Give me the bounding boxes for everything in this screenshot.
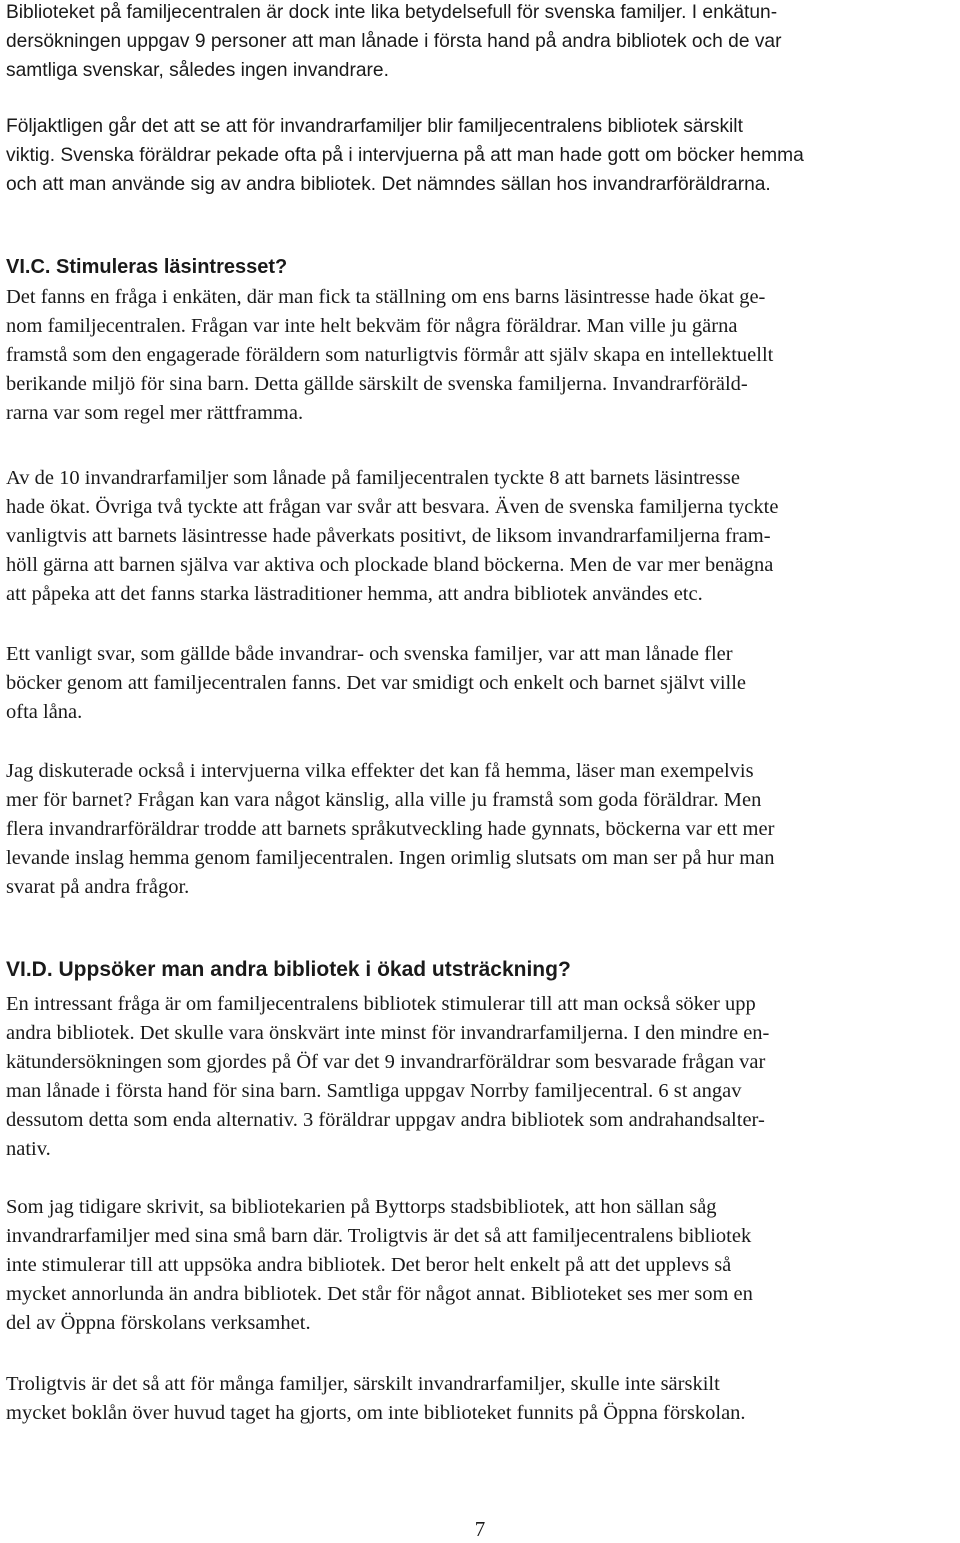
text-line: svarat på andra frågor. xyxy=(6,876,190,898)
text-line: kätundersökningen som gjordes på Öf var det 9 invandrarföräldrar som besvarade frågan var xyxy=(6,1051,766,1073)
heading-text: VI.D. Uppsöker man andra bibliotek i ökad utsträckning? xyxy=(6,958,571,981)
paragraph-common-answer xyxy=(6,640,958,727)
text-line: Troligtvis är det så att för många familjer, särskilt invandrarfamiljer, skulle inte särskilt xyxy=(6,1373,720,1395)
text-line: Jag diskuterade också i intervjuerna vilka effekter det kan få hemma, läser man exempelvis xyxy=(6,760,754,782)
text-line: att påpeka att det fanns starka lästraditioner hemma, att andra bibliotek användes etc. xyxy=(6,583,703,605)
text-line: inte stimulerar till att uppsöka andra bibliotek. Det beror helt enkelt på att det upplevs så xyxy=(6,1254,732,1276)
paragraph-conclusion xyxy=(6,112,958,199)
text-line: flera invandrarföräldrar trodde att barnets språkutveckling hade gynnats, böckerna var ett mer xyxy=(6,818,775,840)
text-line: Följaktligen går det att se att för invandrarfamiljer blir familjecentralens bibliotek särskilt xyxy=(6,116,743,137)
text-line: En intressant fråga är om familjecentralens bibliotek stimulerar till att man också söker upp xyxy=(6,993,756,1015)
text-line: mycket boklån över huvud taget ha gjorts, om inte biblioteket funnits på Öppna förskolan. xyxy=(6,1402,746,1424)
text-line: och att man använde sig av andra bibliotek. Det nämndes sällan hos invandrarföräldrarna. xyxy=(6,174,771,195)
paragraph-librarian xyxy=(6,1193,958,1338)
paragraph-survey-question xyxy=(6,283,958,428)
paragraph-library-importance xyxy=(6,0,958,85)
text-line: böcker genom att familjecentralen fanns. Det var smidigt och enkelt och barnet självt ville xyxy=(6,672,747,694)
text-line: mycket annorlunda än andra bibliotek. Det står för något annat. Biblioteket ses mer som en xyxy=(6,1283,753,1305)
text-line: hade ökat. Övriga två tyckte att frågan var svår att besvara. Även de svenska familjerna tyckte xyxy=(6,496,779,518)
paragraph-immigrant-families xyxy=(6,464,958,609)
text-line: ofta låna. xyxy=(6,701,83,723)
section-heading-vi-d xyxy=(6,955,958,984)
text-line: framstå som den engagerade föräldern som naturligtvis förmår att själv skapa en intellektuellt xyxy=(6,344,774,366)
text-line: höll gärna att barnen själva var aktiva och plockade bland böckerna. Men de var mer benägna xyxy=(6,554,774,576)
text-line: vanligtvis att barnets läsintresse hade påverkats positivt, de liksom invandrarfamiljerna fram- xyxy=(6,525,771,547)
text-line: viktig. Svenska föräldrar pekade ofta på i intervjuerna på att man hade gott om böcker hemma xyxy=(6,145,804,166)
text-line: dessutom detta som enda alternativ. 3 föräldrar uppgav andra bibliotek som andrahandsalter- xyxy=(6,1109,765,1131)
text-line: berikande miljö för sina barn. Detta gällde särskilt de svenska familjerna. Invandrarföräld- xyxy=(6,373,748,395)
paragraph-other-libraries xyxy=(6,990,958,1164)
page-number: 7 xyxy=(474,1517,486,1541)
paragraph-interviews xyxy=(6,757,958,902)
heading-text: VI.C. Stimuleras läsintresset? xyxy=(6,256,288,278)
paragraph-final xyxy=(6,1370,958,1428)
text-line: levande inslag hemma genom familjecentralen. Ingen orimlig slutsats om man ser på hur man xyxy=(6,847,775,869)
text-line: del av Öppna förskolans verksamhet. xyxy=(6,1312,311,1334)
text-line: rarna var som regel mer rättframma. xyxy=(6,402,304,424)
text-line: dersökningen uppgav 9 personer att man lånade i första hand på andra bibliotek och de var xyxy=(6,31,782,52)
text-line: man lånade i första hand för sina barn. Samtliga uppgav Norrby familjecentral. 6 st angav xyxy=(6,1080,742,1102)
text-line: andra bibliotek. Det skulle vara önskvärt inte minst för invandrarfamiljerna. I den mindre en- xyxy=(6,1022,770,1044)
text-line: Det fanns en fråga i enkäten, där man fick ta ställning om ens barns läsintresse hade ökat ge- xyxy=(6,286,766,308)
text-line: nom familjecentralen. Frågan var inte helt bekväm för några föräldrar. Man ville ju gärna xyxy=(6,315,738,337)
text-line: mer för barnet? Frågan kan vara något känslig, alla ville ju framstå som goda föräldrar. Men xyxy=(6,789,762,811)
text-line: invandrarfamiljer med sina små barn där. Troligtvis är det så att familjecentralens bibliotek xyxy=(6,1225,752,1247)
text-line: nativ. xyxy=(6,1138,51,1160)
text-line: Av de 10 invandrarfamiljer som lånade på familjecentralen tyckte 8 att barnets läsintresse xyxy=(6,467,740,489)
text-line: Som jag tidigare skrivit, sa bibliotekarien på Byttorps stadsbibliotek, att hon sällan såg xyxy=(6,1196,717,1218)
text-line: Biblioteket på familjecentralen är dock inte lika betydelsefull för svenska familjer. I enkätun- xyxy=(6,2,778,23)
text-line: samtliga svenskar, således ingen invandrare. xyxy=(6,60,389,81)
text-line: Ett vanligt svar, som gällde både invandrar- och svenska familjer, var att man lånade fler xyxy=(6,643,733,665)
section-heading-vi-c xyxy=(6,253,958,282)
